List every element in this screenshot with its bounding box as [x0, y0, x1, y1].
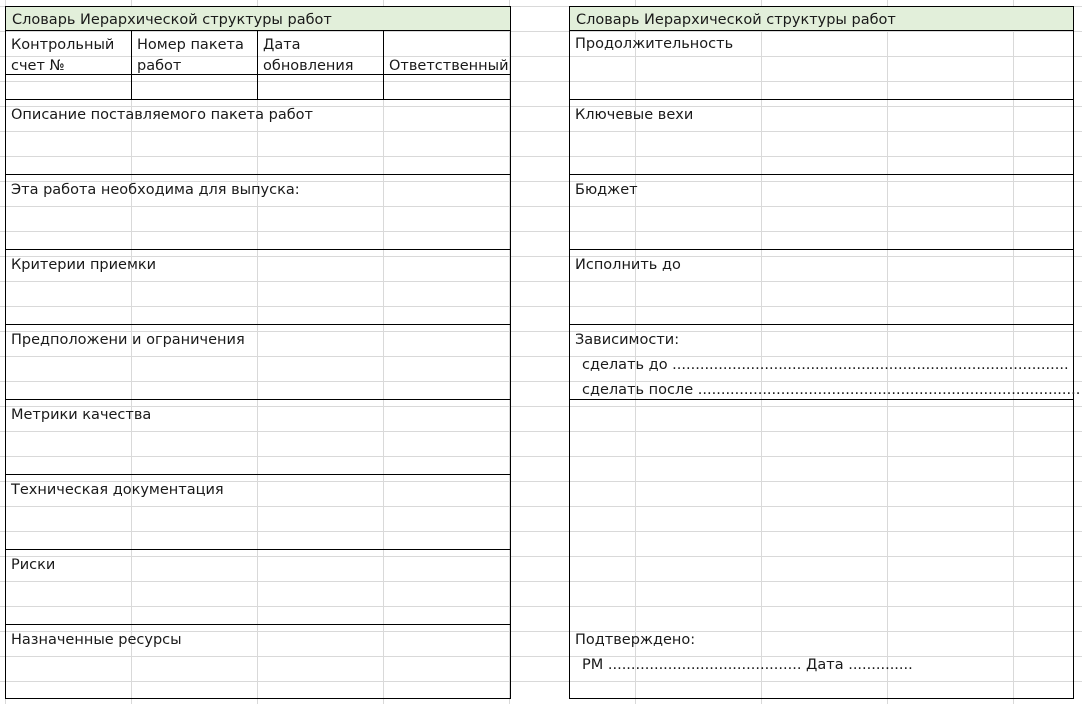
wbs-dictionary-left-form [5, 6, 511, 699]
header-package-number-line2: работ [137, 58, 182, 74]
section-divider [569, 249, 1074, 250]
section-divider [5, 399, 511, 400]
wbs-dictionary-right-form [569, 6, 1081, 699]
section-divider [569, 174, 1074, 175]
section-divider [569, 99, 1074, 100]
section-risks: Риски [11, 557, 56, 573]
section-assigned-resources: Назначенные ресурсы [11, 632, 182, 648]
section-dependencies: Зависимости: [575, 332, 680, 348]
section-divider [569, 399, 1074, 400]
section-required-for-release: Эта работа необходима для выпуска: [11, 182, 300, 198]
approval-pm-date-line: PM .......................................... Дата .............. [582, 657, 913, 673]
header-divider-2 [257, 31, 258, 100]
section-divider [5, 549, 511, 550]
header-responsible: Ответственный [389, 58, 509, 74]
dependency-before-line: сделать до ...................................................................................... [582, 357, 1069, 373]
header-update-date-line1: Дата [263, 37, 301, 53]
right-form-title-bar [569, 6, 1074, 31]
section-acceptance-criteria: Критерии приемки [11, 257, 157, 273]
header-divider-3 [383, 31, 384, 100]
header-divider-1 [131, 31, 132, 100]
section-due-date: Исполнить до [575, 257, 681, 273]
section-budget: Бюджет [575, 182, 638, 198]
section-key-milestones: Ключевые вехи [575, 107, 694, 123]
header-control-account-line2: счет № [11, 58, 65, 74]
section-technical-documentation: Техническая документация [11, 482, 224, 498]
section-assumptions-constraints: Предположени и ограничения [11, 332, 245, 348]
left-form-title-bar [5, 6, 511, 31]
section-divider [5, 474, 511, 475]
section-duration: Продолжительность [575, 36, 734, 52]
section-divider [5, 174, 511, 175]
approval-label: Подтверждено: [575, 632, 696, 648]
section-quality-metrics: Метрики качества [11, 407, 152, 423]
header-bottom-border [5, 99, 511, 100]
section-divider [5, 249, 511, 250]
header-control-account-line1: Контрольный [11, 37, 115, 53]
section-deliverable-description: Описание поставляемого пакета работ [11, 107, 313, 123]
left-form-title: Словарь Иерархической структуры работ [12, 12, 332, 28]
right-form-title: Словарь Иерархической структуры работ [576, 12, 896, 28]
header-update-date-line2: обновления [263, 58, 354, 74]
dependency-after-line: сделать после ................................................................................... [582, 382, 1081, 398]
section-divider [5, 324, 511, 325]
section-divider [569, 324, 1074, 325]
header-package-number-line1: Номер пакета [137, 37, 244, 53]
section-divider [5, 624, 511, 625]
